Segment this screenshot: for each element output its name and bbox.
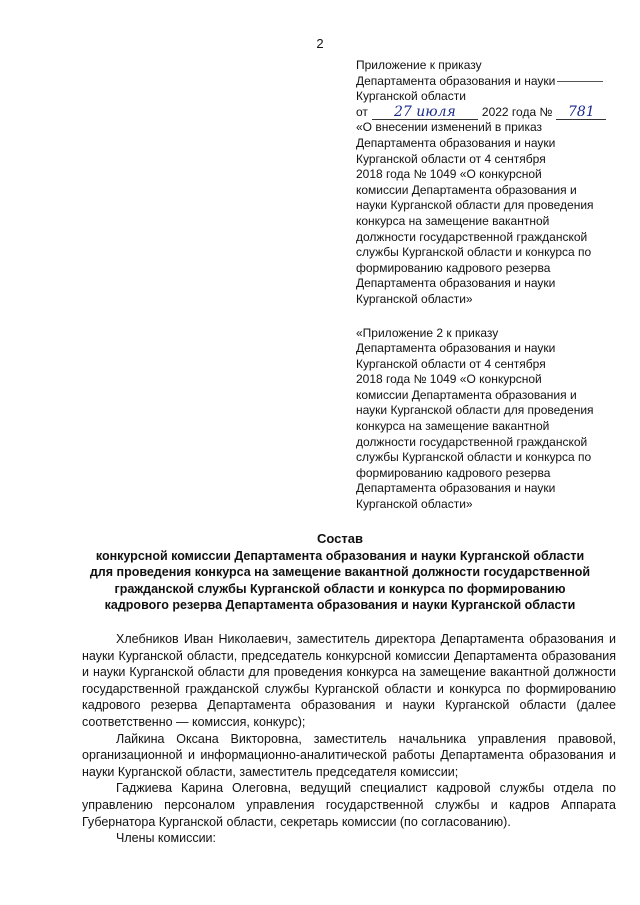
member-chairman: Хлебников Иван Николаевич, заместитель директора Департамента образования и науки Курганской области, председатель конкурсной комиссии Департамента образования и науки Курганской области для проведения конкурса на замещение вакантной должности государственной гражданской службы Курганской области и конкурса по формированию кадрового резерва Департамента образования и науки Курганской области (далее соответственно — комиссия, конкурс); bbox=[82, 632, 616, 729]
member-deputy-chairman: Лайкина Оксана Викторовна, заместитель начальника управления правовой, организационной и информационно-аналитической работы Департамента образования и науки Курганской области, заместитель председателя комиссии; bbox=[82, 731, 616, 779]
order-title-line: Департамента образования и науки bbox=[356, 135, 556, 150]
members-heading: Члены комиссии: bbox=[116, 831, 217, 846]
order-title-line: 2018 года № 1049 «О конкурсной bbox=[356, 167, 542, 182]
appendix-line: комиссии Департамента образования и bbox=[356, 387, 577, 402]
order-title-line: конкурса на замещение вакантной bbox=[356, 213, 550, 228]
order-date-line bbox=[356, 105, 618, 121]
order-title-line: формированию кадрового резерва bbox=[356, 260, 551, 275]
appendix-line: формированию кадрового резерва bbox=[356, 465, 551, 480]
commission-members bbox=[82, 631, 616, 847]
order-title-line: Курганской области от 4 сентября bbox=[356, 151, 546, 166]
order-title-line: должности государственной гражданской bbox=[356, 229, 588, 244]
page-number: 2 bbox=[316, 36, 324, 51]
appendix-line: Курганской области от 4 сентября bbox=[356, 356, 546, 371]
heading-line: гражданской службы Курганской области и конкурса по формированию bbox=[114, 581, 566, 596]
date-prefix: от bbox=[356, 104, 368, 119]
appendix-2-reference bbox=[356, 326, 618, 513]
appendix-line: Департамента образования и науки bbox=[356, 481, 556, 496]
order-title-line: комиссии Департамента образования и bbox=[356, 182, 577, 197]
document-heading bbox=[60, 531, 620, 614]
date-year: 2022 года № bbox=[481, 104, 553, 119]
heading-line: кадрового резерва Департамента образования и науки Курганской области bbox=[104, 598, 576, 612]
annex-department: Департамента образования и науки bbox=[356, 74, 618, 90]
order-title-line: Курганской области» bbox=[356, 291, 473, 306]
order-reference bbox=[356, 58, 618, 308]
appendix-line: конкурса на замещение вакантной bbox=[356, 419, 550, 434]
order-title-line: науки Курганской области для проведения bbox=[356, 198, 594, 213]
appendix-line: службы Курганской области и конкурса по bbox=[356, 450, 592, 465]
order-title-line: Департамента образования и науки bbox=[356, 276, 556, 291]
appendix-line: Курганской области» bbox=[356, 497, 473, 512]
appendix-line: Департамента образования и науки bbox=[356, 341, 556, 356]
scribble-mark bbox=[557, 75, 603, 82]
appendix-line: «Приложение 2 к приказу bbox=[356, 325, 499, 340]
member-secretary: Гаджиева Карина Олеговна, ведущий специалист кадровой службы отдела по управлению персоналом управления государственной службы и кадров Аппарата Губернатора Курганской области, секретарь комиссии (по согласованию). bbox=[82, 781, 616, 829]
annex-region: Курганской области bbox=[356, 89, 466, 104]
heading-line: для проведения конкурса на замещение вакантной должности государственной bbox=[89, 565, 591, 579]
annex-title: Приложение к приказу bbox=[356, 58, 482, 72]
handwritten-date: 27 июля bbox=[372, 105, 478, 120]
appendix-line: 2018 года № 1049 «О конкурсной bbox=[356, 372, 542, 387]
order-title-line: «О внесении изменений в приказ bbox=[356, 120, 542, 135]
handwritten-order-number: 781 bbox=[556, 105, 606, 120]
appendix-line: науки Курганской области для проведения bbox=[356, 403, 594, 418]
heading-line: конкурсной комиссии Департамента образования и науки Курганской области bbox=[95, 548, 585, 563]
order-title-line: службы Курганской области и конкурса по bbox=[356, 245, 592, 260]
appendix-line: должности государственной гражданской bbox=[356, 434, 588, 449]
annex-header bbox=[356, 58, 618, 531]
heading-title: Состав bbox=[317, 531, 363, 546]
